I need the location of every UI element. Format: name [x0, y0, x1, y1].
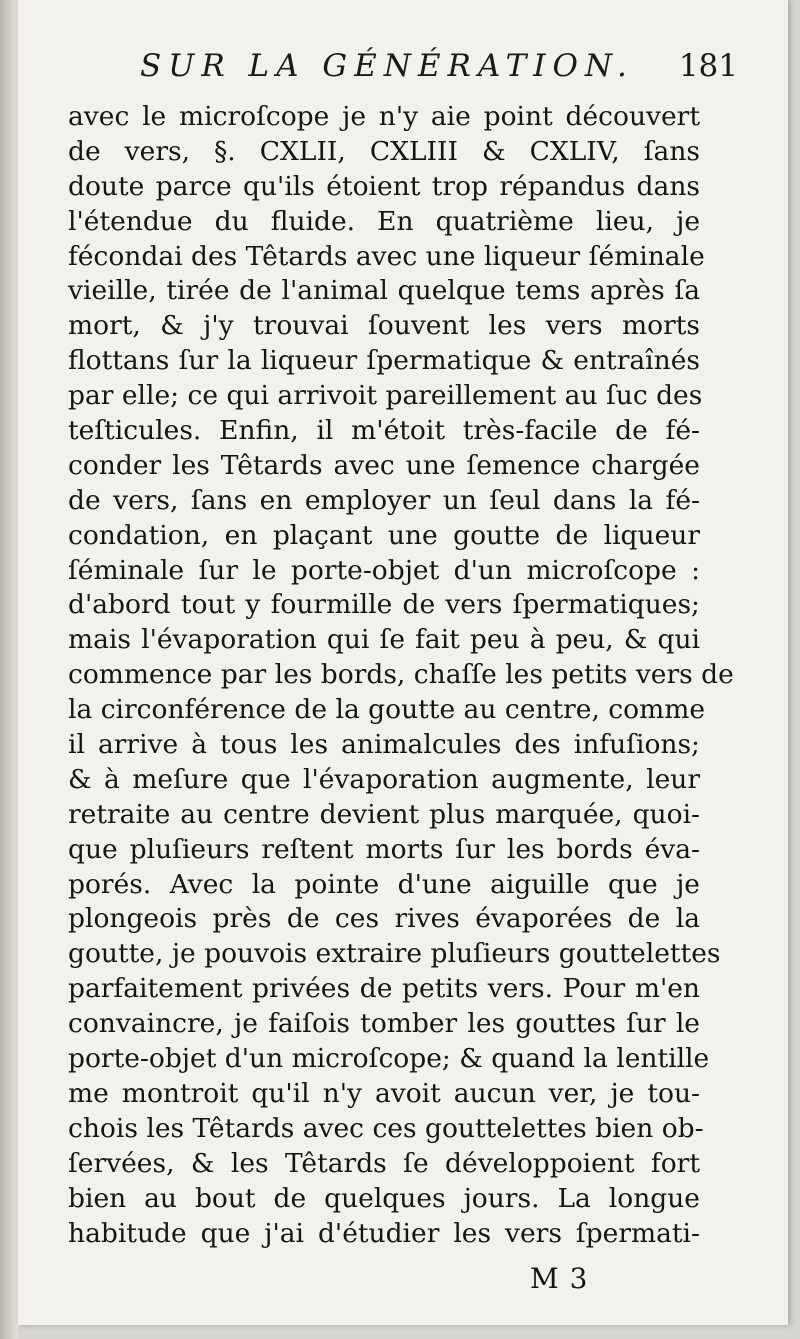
text-line: condation, en plaçant une goutte de liqueur	[68, 519, 700, 551]
text-line: de vers, ſans en employer un ſeul dans la fé-	[68, 484, 700, 516]
text-line: retraite au centre devient plus marquée, quoi-	[68, 798, 700, 830]
text-line: plongeois près de ces rives évaporées de la	[68, 903, 700, 935]
text-line: me montroit qu'il n'y avoit aucun ver, je tou-	[68, 1077, 700, 1109]
text-line: la circonférence de la goutte au centre, comme	[68, 694, 706, 726]
text-line: par elle; ce qui arrivoit pareillement au ſuc des	[68, 380, 703, 412]
text-line: goutte, je pouvois extraire pluſieurs gouttelettes	[68, 938, 721, 970]
text-line: ſéminale ſur le porte-objet d'un microſcope :	[68, 554, 700, 586]
text-line: il arrive à tous les animalcules des infuſions;	[68, 729, 700, 761]
book-page	[18, 0, 788, 1325]
text-line: chois les Têtards avec ces gouttelettes bien ob-	[68, 1112, 704, 1144]
text-line: fécondai des Têtards avec une liqueur ſéminale	[68, 240, 705, 272]
text-line: habitude que j'ai d'étudier les vers ſpermati-	[68, 1217, 700, 1249]
text-line: ſervées, & les Têtards ſe développoient fort	[68, 1147, 700, 1179]
text-line: que pluſieurs reſtent morts ſur les bords éva-	[68, 833, 700, 865]
text-line: bien au bout de quelques jours. La longue	[68, 1182, 700, 1214]
text-line: commence par les bords, chaſſe les petits vers de	[68, 659, 734, 691]
text-line: de vers, §. CXLII, CXLIII & CXLIV, ſans	[68, 135, 700, 167]
text-line: flottans ſur la liqueur ſpermatique & entraînés	[68, 345, 700, 377]
text-line: mais l'évaporation qui ſe fait peu à peu, & qui	[68, 624, 700, 656]
text-line: vieille, tirée de l'animal quelque tems après ſa	[68, 275, 700, 307]
body-text	[68, 100, 734, 1251]
signature-mark: M 3	[530, 1262, 589, 1295]
text-line: d'abord tout y fourmille de vers ſpermatiques;	[68, 589, 700, 621]
text-line: doute parce qu'ils étoient trop répandus dans	[68, 170, 700, 202]
text-line: porte-objet d'un microſcope; & quand la lentille	[68, 1043, 710, 1075]
text-line: mort, & j'y trouvai ſouvent les vers morts	[68, 310, 700, 342]
text-line: avec le microſcope je n'y aie point découvert	[68, 101, 700, 132]
page-gutter-shadow	[0, 0, 18, 1339]
page-header	[78, 42, 768, 92]
running-title: SUR LA GÉNÉRATION.	[140, 48, 634, 84]
text-line: & à meſure que l'évaporation augmente, leur	[68, 763, 700, 795]
text-line: teſticules. Enfin, il m'étoit très-facile de fé-	[68, 415, 700, 447]
text-line: convaincre, je faiſois tomber les gouttes ſur le	[68, 1008, 700, 1040]
page-number: 181	[678, 48, 738, 84]
text-line: l'étendue du fluide. En quatrième lieu, je	[68, 205, 700, 237]
text-line: conder les Têtards avec une ſemence chargée	[68, 449, 700, 481]
text-line: parfaitement privées de petits vers. Pour m'en	[68, 973, 700, 1005]
text-line: porés. Avec la pointe d'une aiguille que je	[68, 868, 700, 900]
